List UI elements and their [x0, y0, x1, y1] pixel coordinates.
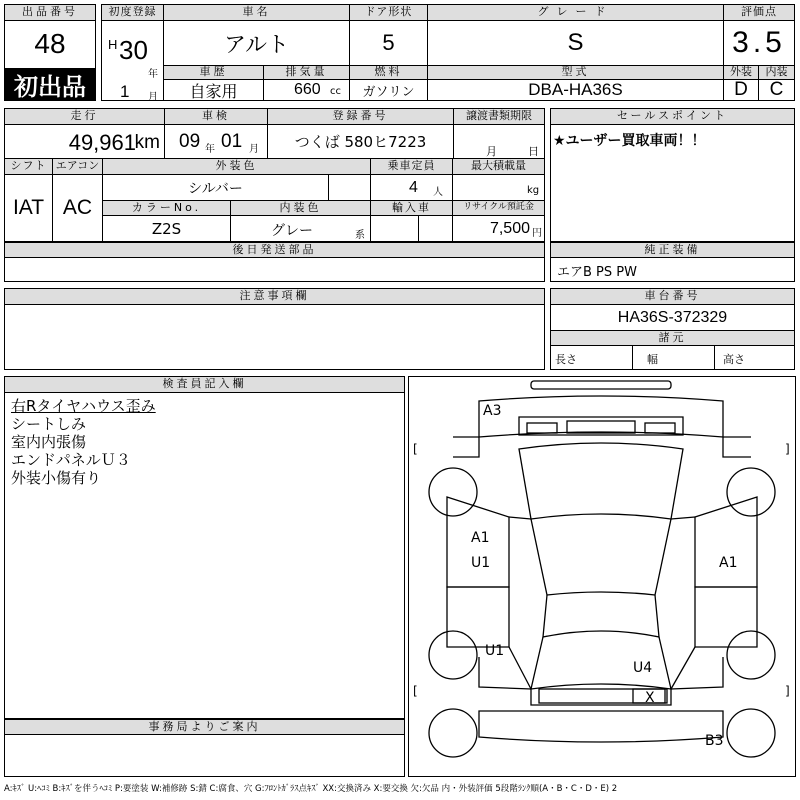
office-box	[4, 719, 405, 777]
first-listing-badge: 初出品	[5, 68, 95, 100]
bracket-left-top: [	[413, 442, 418, 456]
inspection-year-unit: 年	[205, 144, 215, 155]
inspector-line: 室内内張傷	[11, 433, 87, 451]
mileage-label: 走行	[5, 109, 165, 125]
fuel-value: ガソリン	[350, 80, 428, 100]
mark-u4: U4	[633, 660, 653, 676]
legend: A:ｷｽﾞ U:ﾍｺﾐ B:ｷｽﾞを伴うﾍｺﾐ P:要塗装 W:補修跡 S:錆 C:腐食、穴 G:ﾌﾛﾝﾄｶﾞﾗｽ点ｷｽﾞ XX:交換済み X:要交換 欠:欠品 内・外装評価 5段階ﾗﾝｸ順(A・B・C・D・E) 2	[4, 784, 618, 794]
int-label: 内装	[759, 66, 794, 80]
doors-label: ドア形状	[350, 5, 428, 21]
plate-label: 登録番号	[268, 109, 454, 125]
inspection-label: 車検	[165, 109, 268, 125]
max-load-unit: kg	[527, 185, 540, 196]
history-value: 自家用	[164, 80, 264, 100]
specs-label: 諸元	[551, 331, 794, 346]
notes-box	[4, 288, 545, 370]
mark-a1-left: A1	[471, 530, 490, 546]
inspection-cell	[165, 125, 268, 159]
max-load-cell	[453, 175, 544, 201]
interior-color-unit: 系	[355, 230, 365, 241]
interior-color-value: グレー	[271, 223, 313, 239]
aircon-value: AC	[53, 175, 103, 241]
mileage-unit: km	[134, 132, 160, 153]
plate-value: つくば 580ヒ7223	[268, 125, 454, 159]
era: H	[108, 37, 118, 52]
lot-number: 48	[34, 28, 66, 59]
aircon-label: エアコン	[53, 159, 103, 175]
reg-month: 1	[120, 82, 130, 100]
mark-u1-lower: U1	[485, 643, 505, 659]
transfer-cell	[454, 125, 544, 159]
import-cell-a	[371, 216, 419, 241]
interior-color-label: 内装色	[231, 201, 371, 216]
sales-point-box	[550, 108, 795, 242]
later-parts-box	[4, 242, 545, 282]
sales-point-label: セールスポイント	[551, 109, 794, 125]
chassis-value: HA36S-372329	[551, 305, 794, 331]
recycle-unit: 円	[532, 228, 542, 239]
inspector-line: 外装小傷有り	[11, 469, 102, 487]
fuel-label: 燃料	[350, 66, 428, 80]
mark-a3: A3	[483, 403, 502, 419]
import-label: 輸入車	[371, 201, 453, 216]
displacement-value: 660	[294, 81, 321, 98]
exterior-color-extra	[329, 175, 371, 201]
score-label: 評価点	[724, 5, 794, 21]
ext-score: D	[724, 80, 759, 100]
ext-label: 外装	[724, 66, 759, 80]
displacement-unit: cc	[330, 86, 341, 97]
mileage-value: 49,961	[68, 130, 136, 155]
registration-cell	[102, 21, 164, 100]
mileage-cell	[5, 125, 165, 159]
transfer-label: 譲渡書類期限	[454, 109, 544, 125]
inspection-month: 01	[221, 131, 243, 152]
car-name: アルト	[164, 21, 350, 66]
inspector-line: 右Rタイヤハウス歪み	[11, 397, 156, 415]
height-cell	[715, 346, 794, 369]
displacement-cell	[264, 80, 350, 100]
color-no-value: Z2S	[103, 216, 231, 241]
inspector-label: 検査員記入欄	[5, 377, 404, 393]
inspector-box	[4, 376, 405, 719]
capacity-value: 4	[409, 179, 418, 196]
inspection-month-unit: 月	[249, 144, 259, 155]
equipment-value: エアB PS PW	[557, 265, 637, 280]
reg-label: 初度登録	[102, 5, 164, 21]
max-load-label: 最大積載量	[453, 159, 544, 175]
car-outline-diagram	[409, 377, 795, 776]
reg-year-unit: 年	[148, 69, 158, 80]
capacity-unit: 人	[433, 187, 443, 198]
notes-label: 注意事項欄	[5, 289, 544, 305]
recycle-value: 7,500	[489, 220, 530, 237]
reg-month-unit: 月	[148, 92, 158, 100]
recycle-label: リサイクル預託金	[453, 201, 544, 216]
bracket-right-top: ]	[785, 442, 790, 456]
width-cell	[633, 346, 715, 369]
sales-point-text: ★ユーザー買取車両！！	[553, 133, 706, 149]
transfer-month-unit: 月	[486, 145, 497, 158]
reg-year: 30	[119, 35, 148, 65]
inspection-year: 09	[179, 131, 201, 152]
grade-label: グレード	[428, 5, 724, 21]
equipment-box	[550, 242, 795, 282]
inspector-line: エンドパネルＵ３	[11, 451, 131, 469]
exterior-color-label: 外装色	[103, 159, 371, 175]
bracket-left-bottom: [	[413, 684, 418, 698]
capacity-cell	[371, 175, 453, 201]
lot-label: 出品番号	[5, 5, 95, 21]
office-label: 事務局よりご案内	[5, 720, 404, 735]
length-cell	[551, 346, 633, 369]
car-name-label: 車名	[164, 5, 350, 21]
capacity-label: 乗車定員	[371, 159, 453, 175]
lot-box	[4, 4, 96, 101]
model-value: DBA-HA36S	[428, 80, 724, 100]
mark-x: X	[645, 690, 655, 706]
doors-value: 5	[350, 21, 428, 66]
color-no-label: カラーNo.	[103, 201, 231, 216]
displacement-label: 排気量	[264, 66, 350, 80]
later-parts-label: 後日発送部品	[5, 243, 544, 258]
details-box	[4, 108, 545, 242]
shift-label: シフト	[5, 159, 53, 175]
vehicle-header	[101, 4, 795, 101]
int-score: C	[769, 80, 784, 100]
mark-b3: B3	[705, 733, 724, 749]
shift-value: IAT	[5, 175, 53, 241]
bracket-right-bottom: ]	[785, 684, 790, 698]
damage-diagram	[408, 376, 796, 777]
width-label: 幅	[647, 353, 658, 366]
score-value: 3.5	[724, 21, 794, 66]
recycle-cell	[453, 216, 544, 241]
inspector-line: シートしみ	[11, 415, 87, 433]
model-label: 型式	[428, 66, 724, 80]
mark-a1-right: A1	[719, 555, 738, 571]
transfer-day-unit: 日	[528, 145, 539, 158]
grade-value: S	[428, 21, 724, 66]
exterior-color-value: シルバー	[103, 175, 329, 201]
import-cell-b	[419, 216, 453, 241]
chassis-box	[550, 288, 795, 370]
length-label: 長さ	[555, 353, 577, 366]
height-label: 高さ	[723, 353, 745, 366]
mark-u1-left: U1	[471, 555, 491, 571]
interior-color-cell	[231, 216, 371, 241]
chassis-label: 車台番号	[551, 289, 794, 305]
history-label: 車歴	[164, 66, 264, 80]
inspector-notes	[11, 397, 156, 487]
equipment-label: 純正装備	[551, 243, 794, 258]
